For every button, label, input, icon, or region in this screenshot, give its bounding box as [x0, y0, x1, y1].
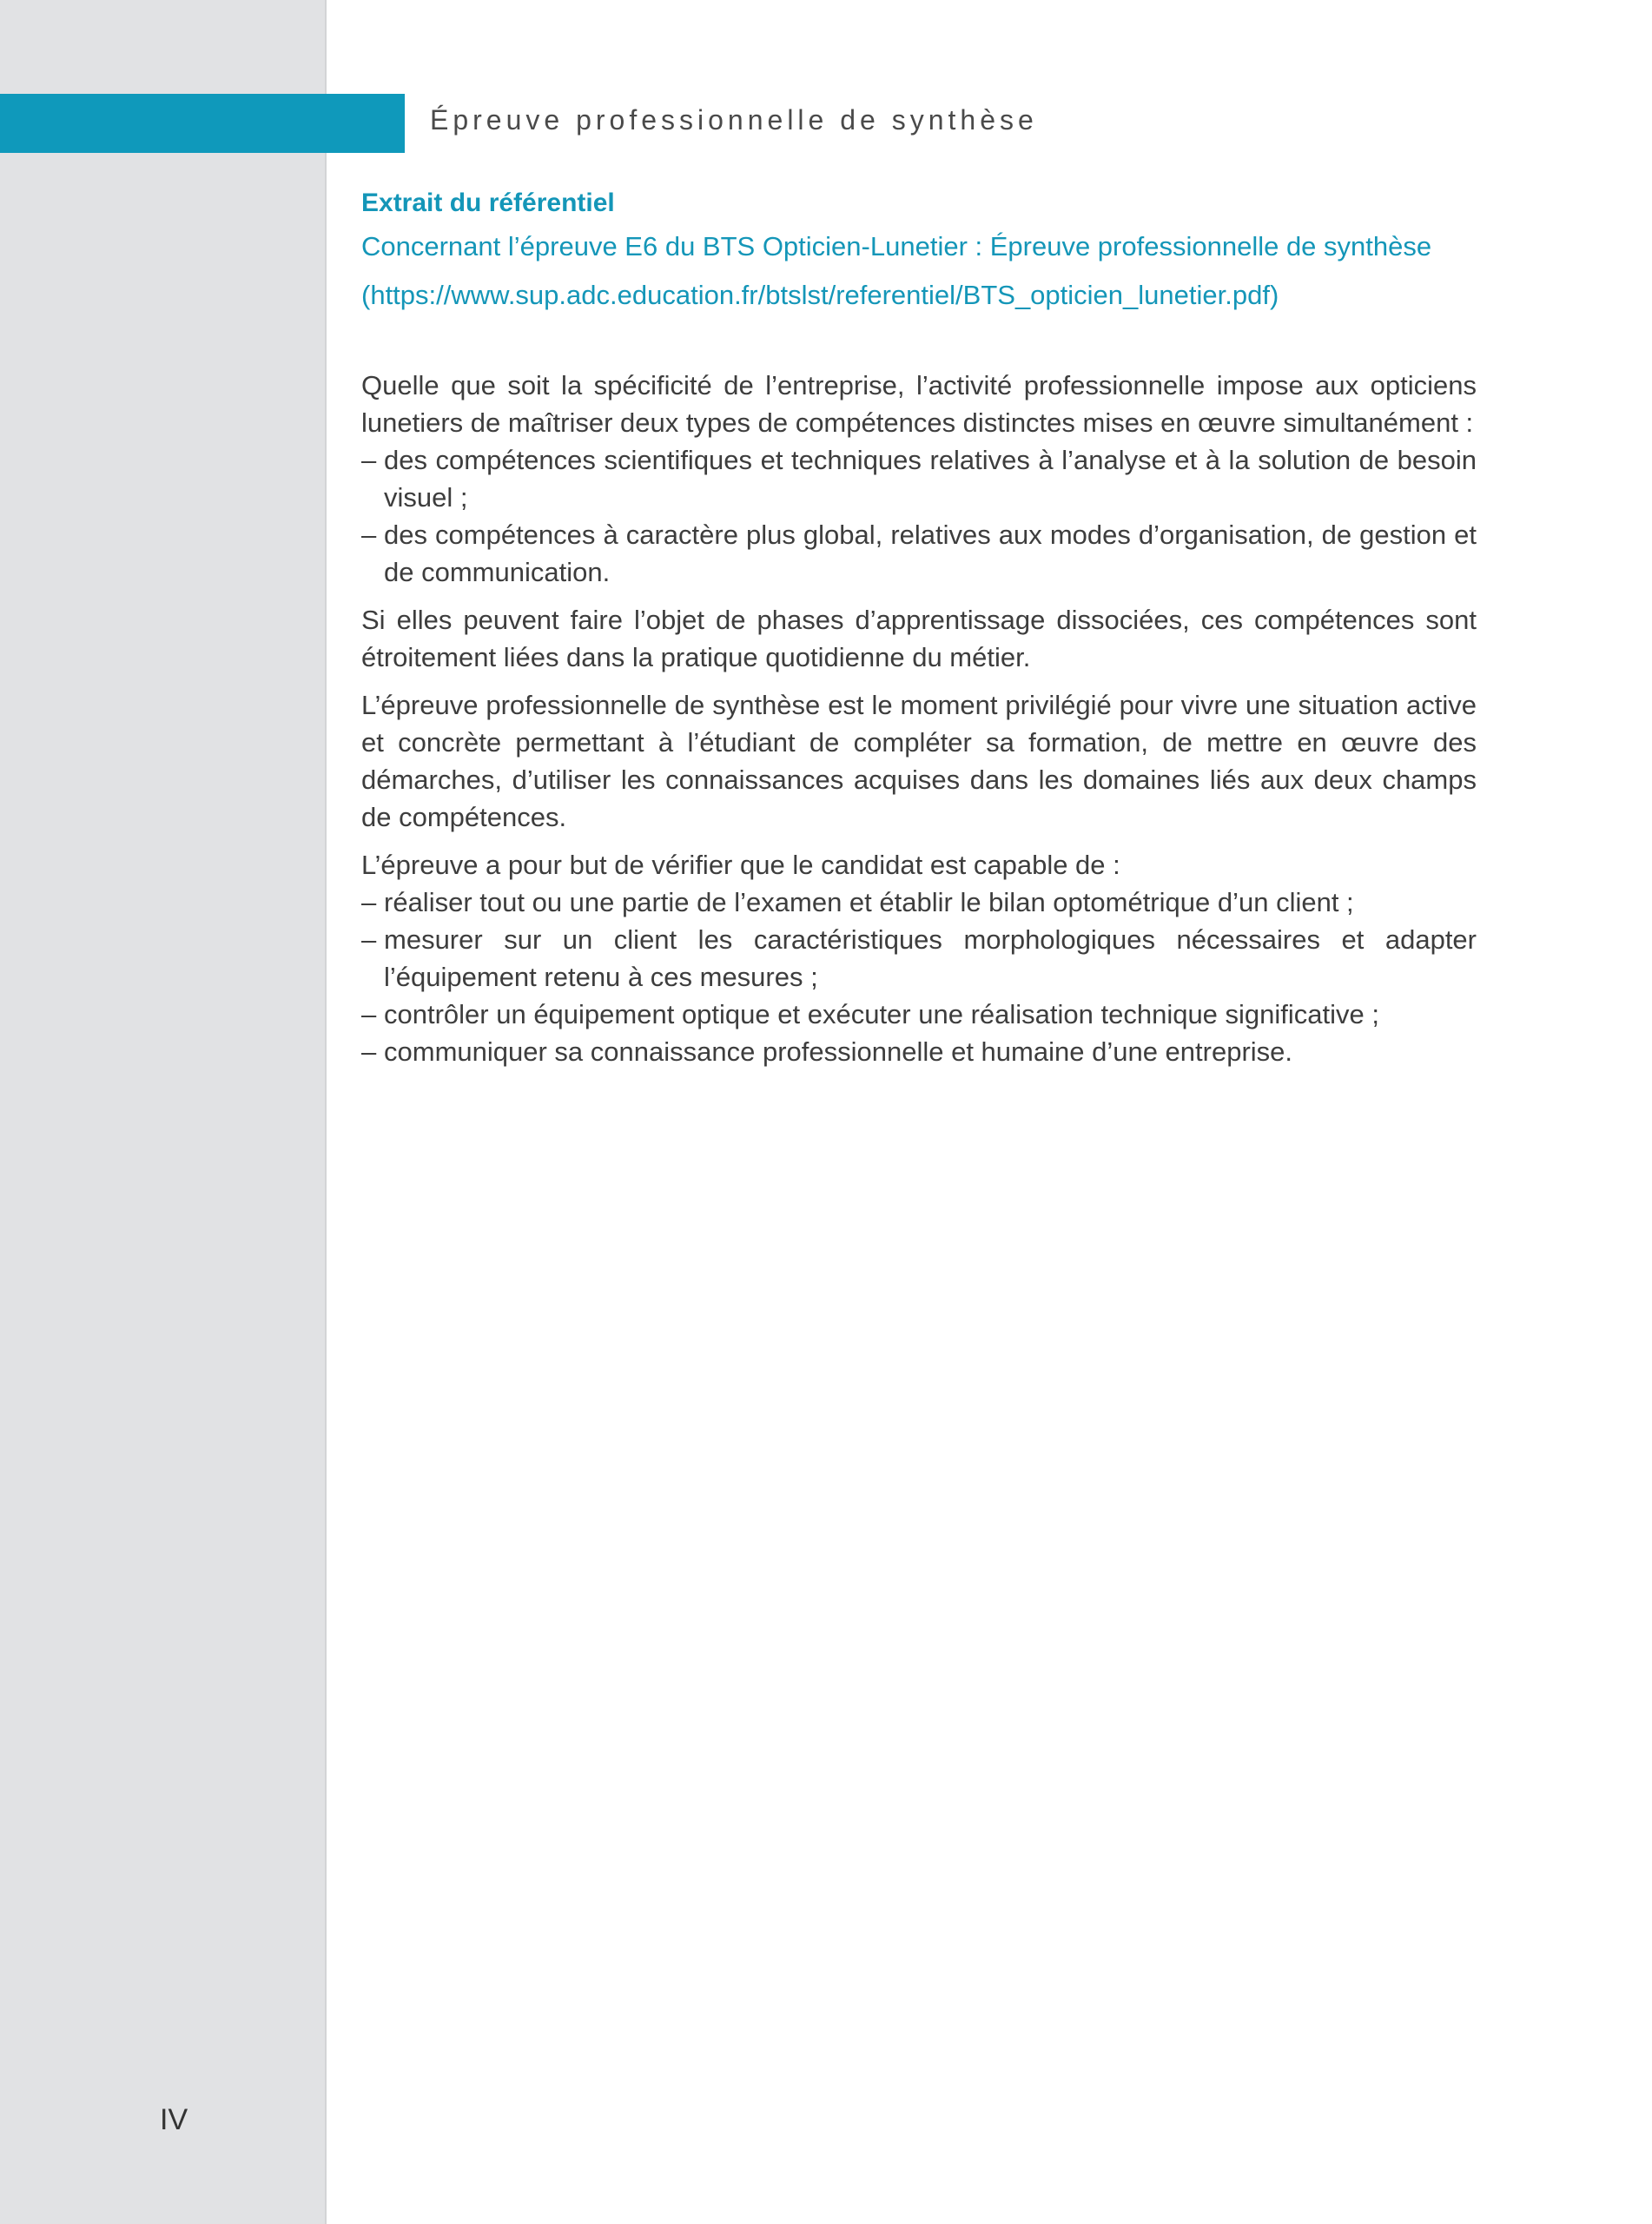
paragraph-intro: Quelle que soit la spécificité de l’entreprise, l’activité professionnelle impose aux opticiens lunetiers de maîtriser deux types de compétences distinctes mises en œuvre simultanément : [361, 370, 1477, 438]
list-item-text: contrôler un équipement optique et exécuter une réalisation technique significative ; [384, 999, 1380, 1029]
dash-marker: – [361, 1036, 377, 1067]
dash-marker: – [361, 445, 377, 475]
list-item-text: réaliser tout ou une partie de l’examen et établir le bilan optométrique d’un client ; [384, 887, 1354, 917]
page-content [361, 184, 1477, 1081]
body-text [361, 367, 1477, 1070]
dash-marker: – [361, 887, 377, 917]
list-item [361, 441, 1477, 516]
reference-line: Concernant l’épreuve E6 du BTS Opticien-Lunetier : Épreuve professionnelle de synthèse [361, 231, 1432, 261]
paragraph: L’épreuve professionnelle de synthèse est le moment privilégié pour vivre une situation active et concrète permettant à l’étudiant de compléter sa formation, de mettre en œuvre des démarches, d’utiliser les connaissances acquises dans les domaines liés aux deux champs de compétences. [361, 690, 1477, 832]
page-number: IV [160, 2103, 188, 2136]
dash-marker: – [361, 520, 377, 550]
list-item [361, 1033, 1477, 1070]
list-item [361, 516, 1477, 591]
list-item-text: communiquer sa connaissance professionnelle et humaine d’une entreprise. [384, 1036, 1293, 1067]
objectives-list [361, 884, 1477, 1070]
paragraph-objectives-intro: L’épreuve a pour but de vérifier que le candidat est capable de : [361, 850, 1120, 880]
list-item-text: des compétences à caractère plus global, relatives aux modes d’organisation, de gestion et de communication. [384, 520, 1477, 587]
dash-marker: – [361, 924, 377, 955]
list-item-text: mesurer sur un client les caractéristiques morphologiques nécessaires et adapter l’équipement retenu à ces mesures ; [384, 924, 1477, 992]
left-margin-band [0, 0, 327, 2224]
header-accent-bar [0, 94, 405, 153]
list-item [361, 921, 1477, 996]
dash-marker: – [361, 999, 377, 1029]
list-item [361, 884, 1477, 921]
paragraph: Si elles peuvent faire l’objet de phases d’apprentissage dissociées, ces compétences sont étroitement liées dans la pratique quotidienne du métier. [361, 605, 1477, 672]
competences-list [361, 441, 1477, 591]
section-title: Extrait du référentiel [361, 189, 615, 217]
list-item-text: des compétences scientifiques et techniques relatives à l’analyse et à la solution de besoin visuel ; [384, 445, 1477, 513]
reference-url: (https://www.sup.adc.education.fr/btslst/referentiel/BTS_opticien_lunetier.pdf) [361, 280, 1279, 310]
list-item [361, 996, 1477, 1033]
running-header-title: Épreuve professionnelle de synthèse [430, 104, 1038, 136]
